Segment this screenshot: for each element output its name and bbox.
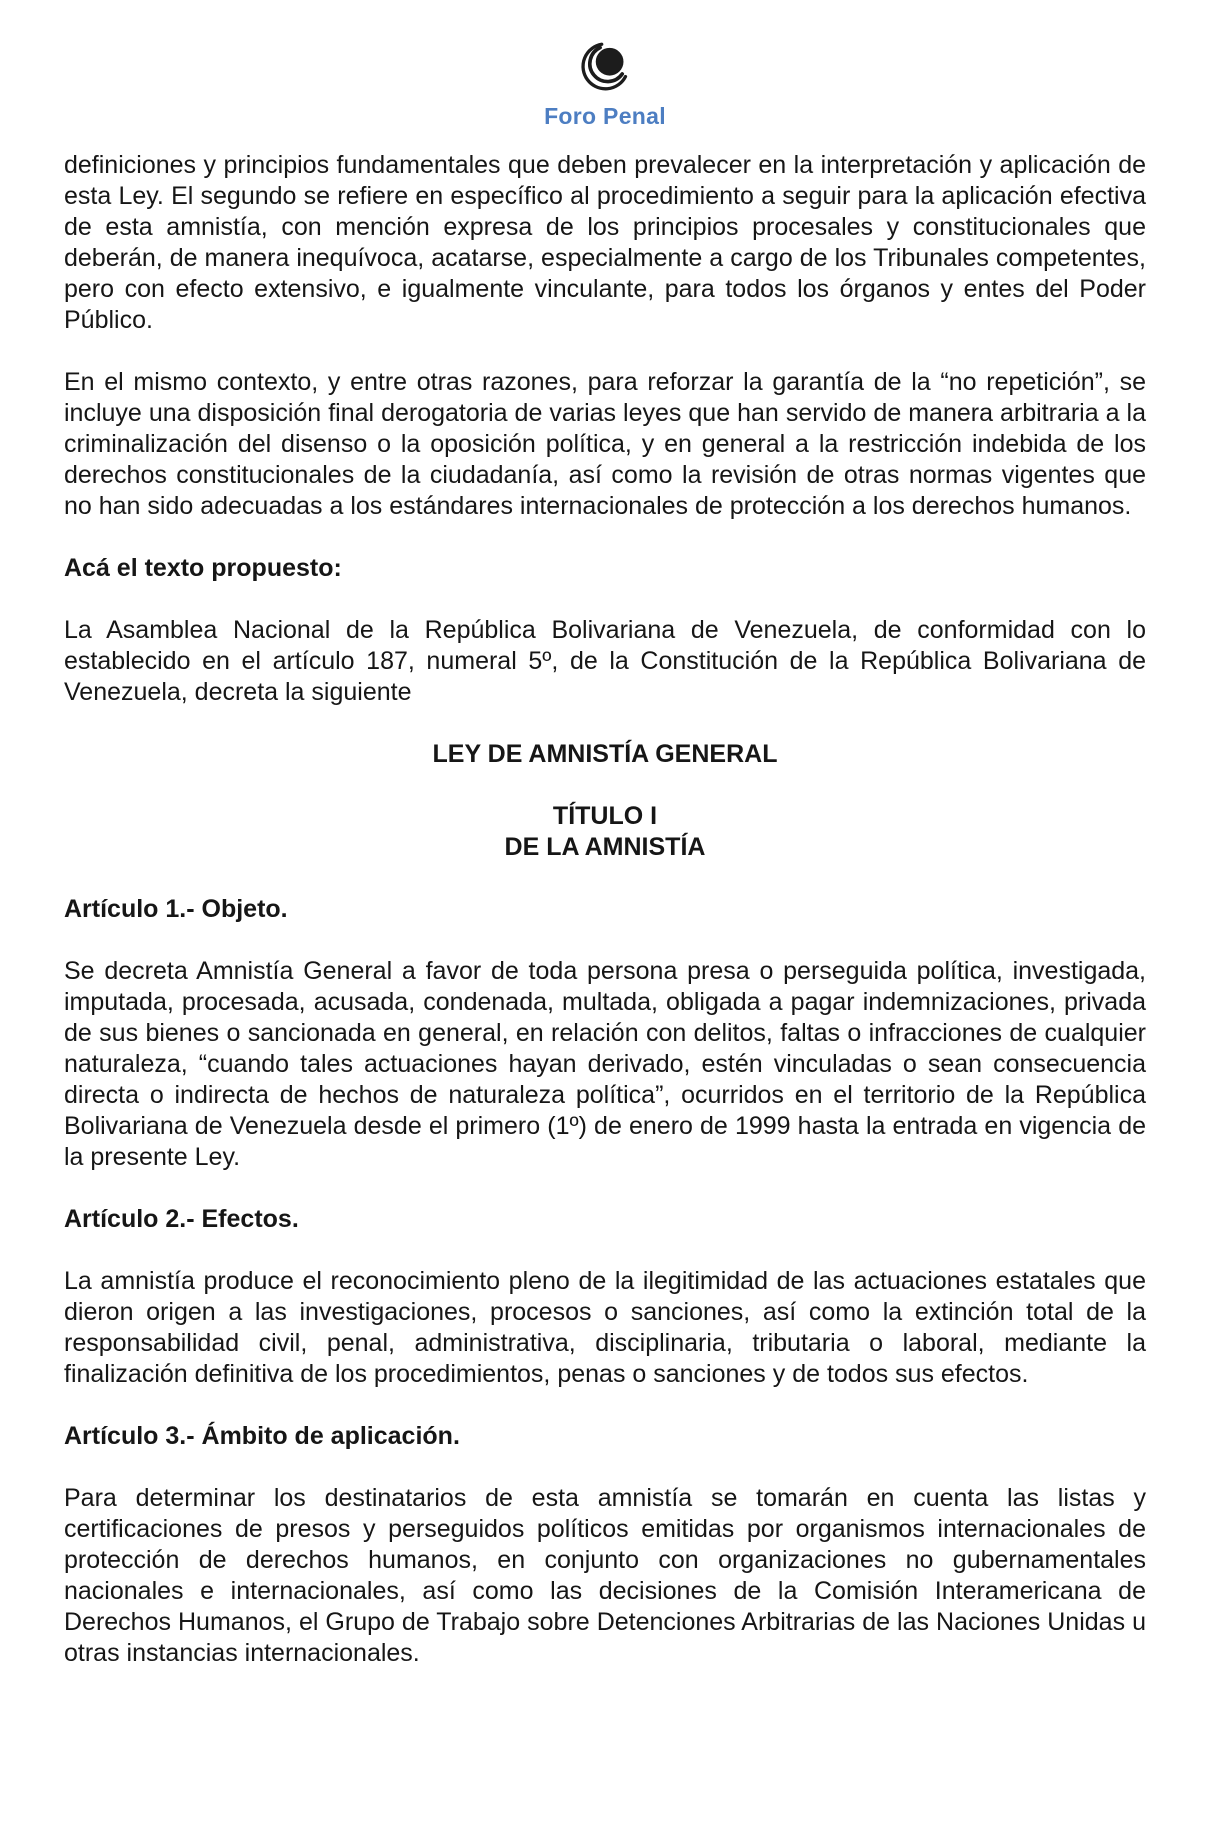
- paragraph-continuation-1: definiciones y principios fundamentales que deben prevalecer en la interpretación y aplicación de esta Ley. El segundo se refiere en específico al procedimiento a seguir para la aplicación efectiva de esta amnistía, con mención expresa de los principios procesales y constitucionales que deberán, de manera inequívoca, acatarse, especialmente a cargo de los Tribunales competentes, pero con efecto extensivo, e igualmente vinculante, para todos los órganos y entes del Poder Público.: [64, 151, 1146, 334]
- foro-penal-logo: [64, 36, 1146, 130]
- heading-texto-propuesto: Acá el texto propuesto:: [64, 554, 342, 582]
- article-2-heading: Artículo 2.- Efectos.: [64, 1205, 299, 1233]
- document-body: [64, 150, 1146, 1669]
- article-3-heading: Artículo 3.- Ámbito de aplicación.: [64, 1422, 460, 1450]
- law-title: LEY DE AMNISTÍA GENERAL: [432, 740, 778, 768]
- article-3-body: Para determinar los destinatarios de esta amnistía se tomarán en cuenta las listas y certificaciones de presos y perseguidos políticos emitidas por organismos internacionales de protección de derechos humanos, en conjunto con organizaciones no gubernamentales nacionales e internacionales, así como las decisiones de la Comisión Interamericana de Derechos Humanos, el Grupo de Trabajo sobre Detenciones Arbitrarias de las Naciones Unidas u otras instancias internacionales.: [64, 1484, 1146, 1667]
- article-1-body: Se decreta Amnistía General a favor de toda persona presa o perseguida política, investigada, imputada, procesada, acusada, condenada, multada, obligada a pagar indemnizaciones, privada de sus bienes o sancionada en general, en relación con delitos, faltas o infracciones de cualquier naturaleza, “cuando tales actuaciones hayan derivado, estén vinculadas o sean consecuencia directa o indirecta de hechos de naturaleza política”, ocurridos en el territorio de la República Bolivariana de Venezuela desde el primero (1º) de enero de 1999 hasta la entrada en vigencia de la presente Ley.: [64, 957, 1146, 1171]
- foro-penal-swoosh-icon: [571, 36, 639, 102]
- title-titulo-i: TÍTULO I: [552, 802, 658, 830]
- logo-text: Foro Penal: [544, 103, 666, 129]
- article-2-body: La amnistía produce el reconocimiento pleno de la ilegitimidad de las actuaciones estatales que dieron origen a las investigaciones, procesos o sanciones, así como la extinción total de la responsabilidad civil, penal, administrativa, disciplinaria, tributaria o laboral, mediante la finalización definitiva de los procedimientos, penas o sanciones y de todos sus efectos.: [64, 1267, 1146, 1388]
- paragraph-asamblea-nacional: La Asamblea Nacional de la República Bolivariana de Venezuela, de conformidad con lo establecido en el artículo 187, numeral 5º, de la Constitución de la República Bolivariana de Venezuela, decreta la siguiente: [64, 616, 1146, 706]
- title-de-la-amnistia: DE LA AMNISTÍA: [504, 833, 706, 861]
- paragraph-no-repeticion: En el mismo contexto, y entre otras razones, para reforzar la garantía de la “no repetición”, se incluye una disposición final derogatoria de varias leyes que han servido de manera arbitraria a la criminalización del disenso o la oposición política, y en general a la restricción indebida de los derechos constitucionales de la ciudadanía, así como la revisión de otras normas vigentes que no han sido adecuadas a los estándares internacionales de protección a los derechos humanos.: [64, 368, 1146, 520]
- article-1-heading: Artículo 1.- Objeto.: [64, 895, 288, 923]
